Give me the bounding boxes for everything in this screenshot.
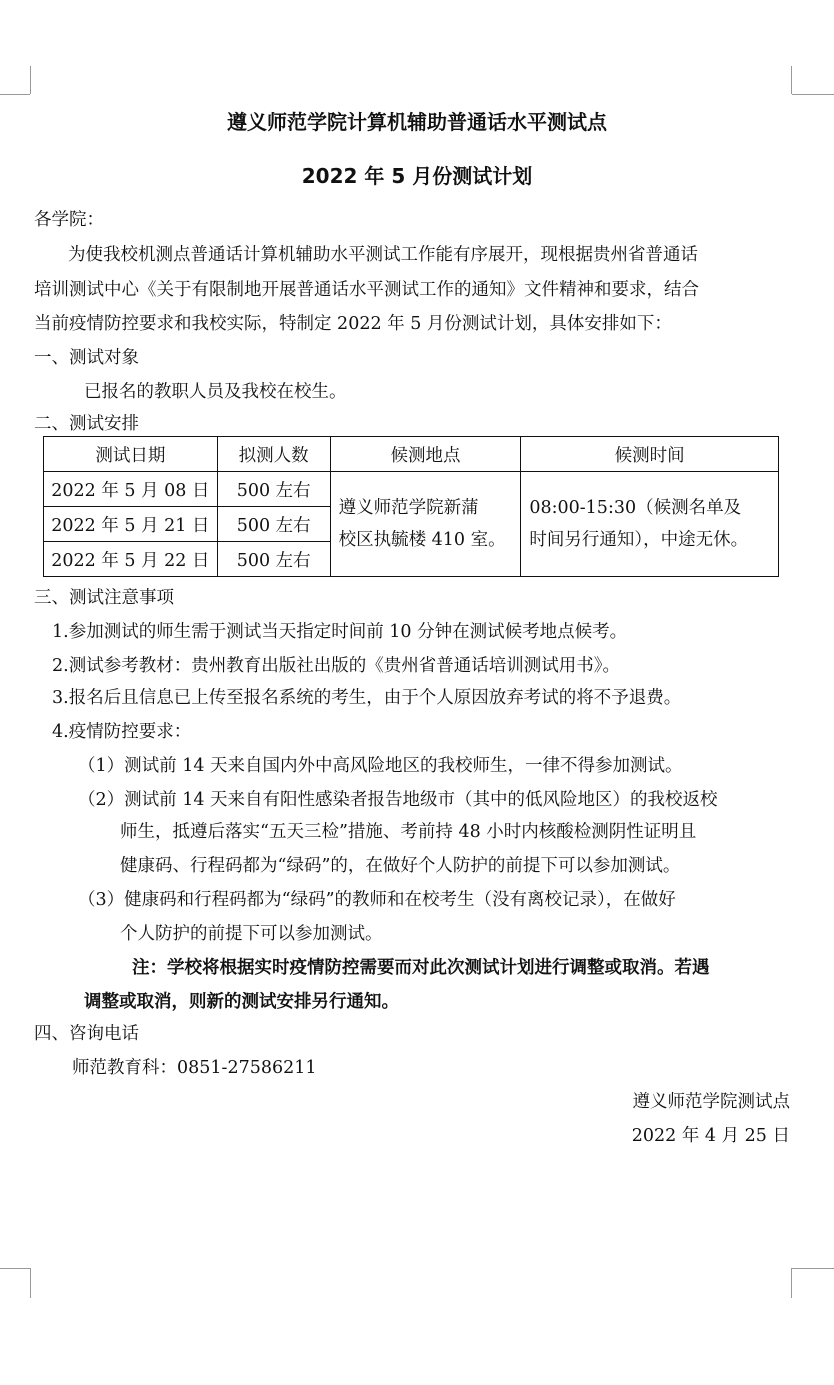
table-header-row (44, 437, 779, 472)
intro-line: 为使我校机测点普通话计算机辅助水平测试工作能有序展开，现根据贵州省普通话 (68, 245, 698, 265)
test-count: 500 左右 (217, 542, 330, 577)
notice-item: 4.疫情防控要求： (52, 722, 192, 742)
sub-item: （1）测试前 14 天来自国内外中高风险地区的我校师生，一律不得参加测试。 (78, 756, 683, 776)
document-subtitle: 2022 年 5 月份测试计划 (301, 164, 533, 188)
test-date: 2022 年 5 月 22 日 (44, 542, 218, 577)
bold-note: 注：学校将根据实时疫情防控需要而对此次测试计划进行调整或取消。若遇 (132, 958, 710, 978)
sub-item-cont: 师生，抵遵后落实“五天三检”措施、考前持 48 小时内核酸检测阴性证明且 (120, 822, 697, 842)
section-heading: 二、测试安排 (34, 414, 139, 434)
intro-line: 培训测试中心《关于有限制地开展普通话水平测试工作的通知》文件精神和要求，结合 (34, 280, 699, 300)
table-header: 候测地点 (330, 437, 521, 472)
sub-item-cont: 健康码、行程码都为“绿码”的，在做好个人防护的前提下可以参加测试。 (120, 856, 681, 876)
section-heading: 一、测试对象 (34, 348, 139, 368)
sub-item-cont: 个人防护的前提下可以参加测试。 (120, 924, 383, 944)
schedule-table (43, 436, 779, 577)
time-line: 时间另行通知），中途无休。 (529, 530, 749, 550)
crop-mark (0, 94, 30, 95)
salutation: 各学院： (34, 210, 104, 230)
notice-item: 1.参加测试的师生需于测试当天指定时间前 10 分钟在测试候考地点候考。 (52, 622, 628, 642)
section-text: 已报名的教职人员及我校在校生。 (84, 382, 347, 402)
time-line: 08:00-15:30（候测名单及 (529, 498, 742, 518)
notice-item: 2.测试参考教材：贵州教育出版社出版的《贵州省普通话培训测试用书》。 (52, 656, 620, 676)
crop-mark (30, 1268, 31, 1298)
crop-mark (791, 1268, 792, 1298)
table-header: 候测时间 (521, 437, 779, 472)
table-header: 测试日期 (44, 437, 218, 472)
test-date: 2022 年 5 月 21 日 (44, 507, 218, 542)
sub-item: （3）健康码和行程码都为“绿码”的教师和在校考生（没有离校记录），在做好 (78, 890, 676, 910)
crop-mark (792, 94, 834, 95)
crop-mark (30, 66, 31, 94)
notice-item: 3.报名后且信息已上传至报名系统的考生，由于个人原因放弃考试的将不予退费。 (52, 688, 682, 708)
waiting-location (330, 472, 521, 577)
crop-mark (792, 1268, 834, 1269)
waiting-time (521, 472, 779, 577)
intro-line: 当前疫情防控要求和我校实际，特制定 2022 年 5 月份测试计划，具体安排如下： (34, 314, 672, 334)
section-heading: 三、测试注意事项 (34, 588, 174, 608)
signature-org: 遵义师范学院测试点 (632, 1092, 790, 1112)
location-line: 校区执毓楼 410 室。 (338, 530, 506, 550)
table-header: 拟测人数 (217, 437, 330, 472)
location-line: 遵义师范学院新蒲 (338, 498, 479, 518)
test-count: 500 左右 (217, 472, 330, 507)
section-heading: 四、咨询电话 (34, 1024, 139, 1044)
table-row (44, 472, 779, 507)
document-title: 遵义师范学院计算机辅助普通话水平测试点 (227, 110, 607, 134)
test-count: 500 左右 (217, 507, 330, 542)
contact-phone: 师范教育科：0851-27586211 (72, 1058, 317, 1078)
test-date: 2022 年 5 月 08 日 (44, 472, 218, 507)
crop-mark (791, 66, 792, 94)
sub-item: （2）测试前 14 天来自有阳性感染者报告地级市（其中的低风险地区）的我校返校 (78, 790, 718, 810)
signature-date: 2022 年 4 月 25 日 (631, 1126, 790, 1146)
crop-mark (0, 1268, 30, 1269)
bold-note: 调整或取消，则新的测试安排另行通知。 (84, 992, 399, 1012)
